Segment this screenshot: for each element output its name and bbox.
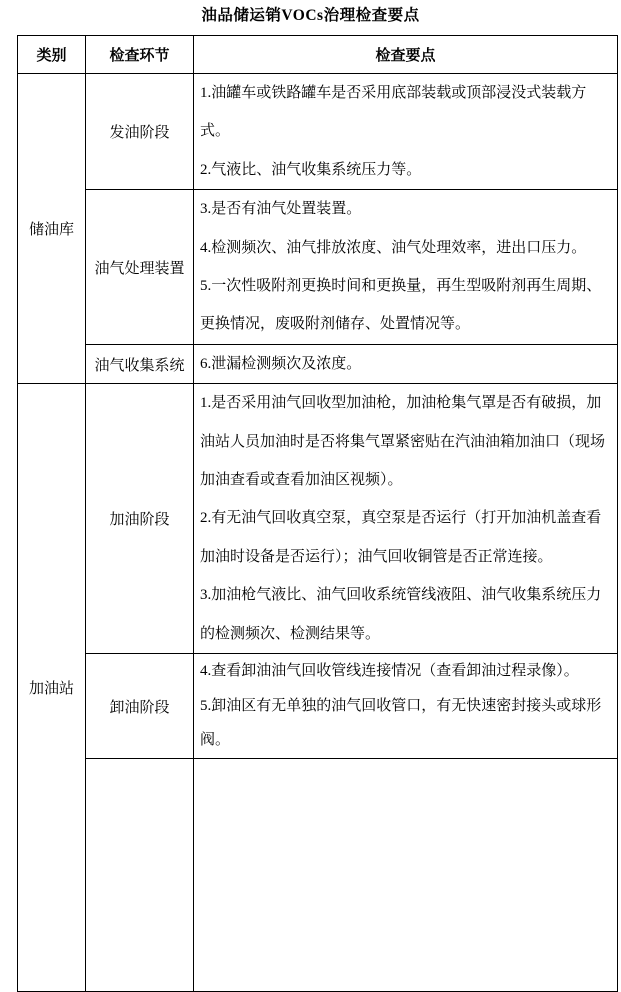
point-text: 2.气液比、油气收集系统压力等。 — [200, 161, 422, 178]
point-text: 5.卸油区有无单独的油气回收管口，有无快速密封接头或球形阀。 — [200, 697, 602, 749]
point-text: 1.油罐车或铁路罐车是否采用底部装载或顶部浸没式装载方式。 — [200, 85, 587, 140]
table-row-vapor-treatment — [18, 190, 618, 345]
stage-cell-vapor-collection: 油气收集系统 — [86, 344, 194, 383]
point-text: 4.检测频次、油气排放浓度、油气处理效率，进出口压力。 — [200, 239, 587, 256]
points-cell-refueling — [194, 384, 618, 654]
point-text: 4.查看卸油油气回收管线连接情况（查看卸油过程录像）。 — [200, 663, 579, 680]
table-row-vapor-collection — [18, 344, 618, 383]
points-cell-clipped — [194, 758, 618, 991]
points-cell-vapor-treatment — [194, 190, 618, 345]
stage-cell-vapor-treatment: 油气处理装置 — [86, 190, 194, 345]
document-page — [0, 6, 621, 749]
category-cell-oil-depot: 储油库 — [18, 74, 86, 384]
table-row-clipped — [18, 758, 618, 991]
category-cell-gas-station: 加油站 — [18, 384, 86, 992]
stage-cell-refueling: 加油阶段 — [86, 384, 194, 654]
point-text: 3.是否有油气处置装置。 — [200, 201, 362, 218]
points-cell-oil-unloading — [194, 654, 618, 759]
point-text: 5.一次性吸附剂更换时间和更换量，再生型吸附剂再生周期、更换情况，废吸附剂储存、处置情况等。 — [200, 278, 602, 333]
header-category: 类别 — [18, 36, 86, 74]
stage-cell-oil-unloading: 卸油阶段 — [86, 654, 194, 759]
stage-cell-clipped — [86, 758, 194, 991]
points-cell-oil-dispatch — [194, 74, 618, 190]
table-row-oil-dispatch — [18, 74, 618, 190]
stage-cell-oil-dispatch: 发油阶段 — [86, 74, 194, 190]
table-row-oil-unloading — [18, 654, 618, 759]
inspection-table — [17, 35, 618, 992]
point-text: 6.泄漏检测频次及浓度。 — [200, 355, 362, 372]
header-inspection-stage: 检查环节 — [86, 36, 194, 74]
point-text: 3.加油枪气液比、油气回收系统管线液阻、油气收集系统压力的检测频次、检测结果等。 — [200, 587, 602, 642]
table-row-refueling — [18, 384, 618, 654]
point-text: 2.有无油气回收真空泵，真空泵是否运行（打开加油机盖查看加油时设备是否运行）；油气回收铜管是否正常连接。 — [200, 510, 602, 565]
table-header-row — [18, 36, 618, 74]
points-cell-vapor-collection — [194, 344, 618, 383]
document-title: 油品储运销VOCs治理检查要点 — [201, 7, 420, 24]
header-inspection-points: 检查要点 — [194, 36, 618, 74]
point-text: 1.是否采用油气回收型加油枪，加油枪集气罩是否有破损，加油站人员加油时是否将集气罩紧密贴在汽油油箱加油口（现场加油查看或查看加油区视频）。 — [200, 395, 606, 489]
